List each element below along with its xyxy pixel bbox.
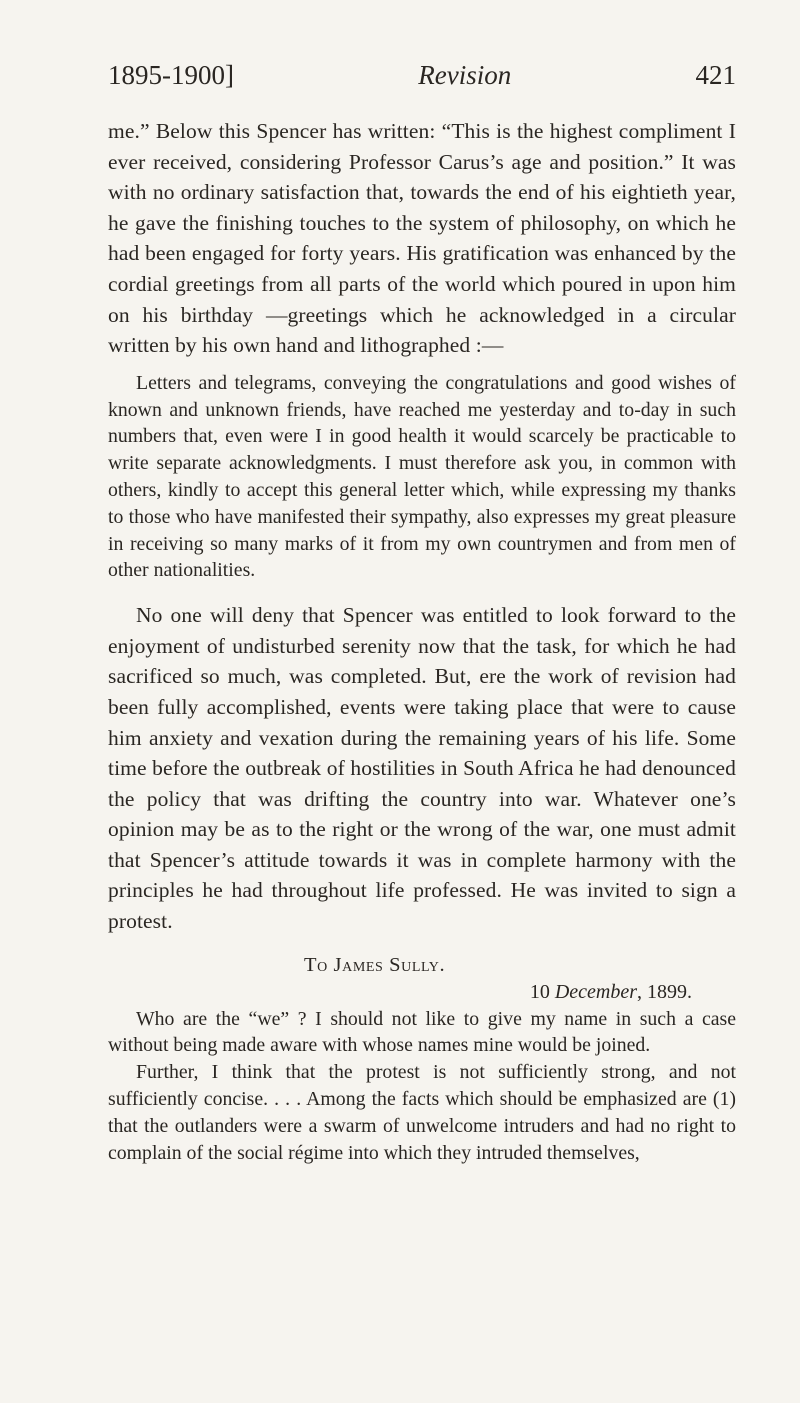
paragraph-2: No one will deny that Spencer was entitled to look forward to the enjoyment of undisturbed serenity now that the task, for which he had sacrificed so much, was completed. But, ere the work of revision had been fully accomplished, events were taking place that were to cause him anxiety and vexation during the remaining years of his life. Some time before the outbreak of hostilities in South Africa he had denounced the policy that was drifting the country into war. Whatever one’s opinion may be as to the right or the wrong of the war, one must admit that Spencer’s attitude towards it was in complete harmony with the principles he had throughout life professed. He was invited to sign a protest. bbox=[108, 603, 736, 934]
quoted-circular: Letters and telegrams, conveying the congratulations and good wishes of known and unknown friends, have reached me yesterday and to-day in such numbers that, even were I in good health it would scarcely be practicable to write separate acknowledgments. I must therefore ask you, in common with others, kindly to accept this general letter which, while expressing my thanks to those who have manifested their sympathy, also expresses my great pleasure in receiving so many marks of it from my own countrymen and from men of other nationalities. bbox=[108, 371, 736, 582]
page-number: 421 bbox=[695, 60, 736, 90]
letter-date-day: 10 bbox=[529, 980, 550, 1003]
letter-date-year: , 1899. bbox=[637, 980, 692, 1003]
letter-date bbox=[108, 979, 736, 1006]
running-head bbox=[108, 60, 736, 104]
letter-body-1: Who are the “we” ? I should not like to give my name in such a case without being made aware with whose names mine would be joined. bbox=[108, 1007, 736, 1057]
letter-body-2: Further, I think that the protest is not sufficiently strong, and not sufficiently concise. . . . Among the facts which should be emphasized are (1) that the outlanders were a swarm of unwelcome intruders and had no right to complain of the social régime into which they intruded themselves, bbox=[108, 1061, 736, 1164]
running-head-years: 1895-1900] bbox=[108, 60, 234, 90]
paragraph-1: me.” Below this Spencer has written: “This is the highest compliment I ever received, considering Professor Carus’s age and position.” It was with no ordinary satisfaction that, towards the end of his eightieth year, he gave the finishing touches to the system of philosophy, on which he had been engaged for forty years. His gratification was enhanced by the cordial greetings from all parts of the world which poured in upon him on his birthday —greetings which he acknowledged in a circular written by his own hand and lithographed :— bbox=[108, 119, 736, 358]
letter-date-month: December bbox=[554, 980, 637, 1003]
book-page bbox=[108, 60, 736, 1166]
running-head-title: Revision bbox=[418, 60, 512, 90]
letter-addressee: To James Sully. bbox=[304, 953, 446, 976]
